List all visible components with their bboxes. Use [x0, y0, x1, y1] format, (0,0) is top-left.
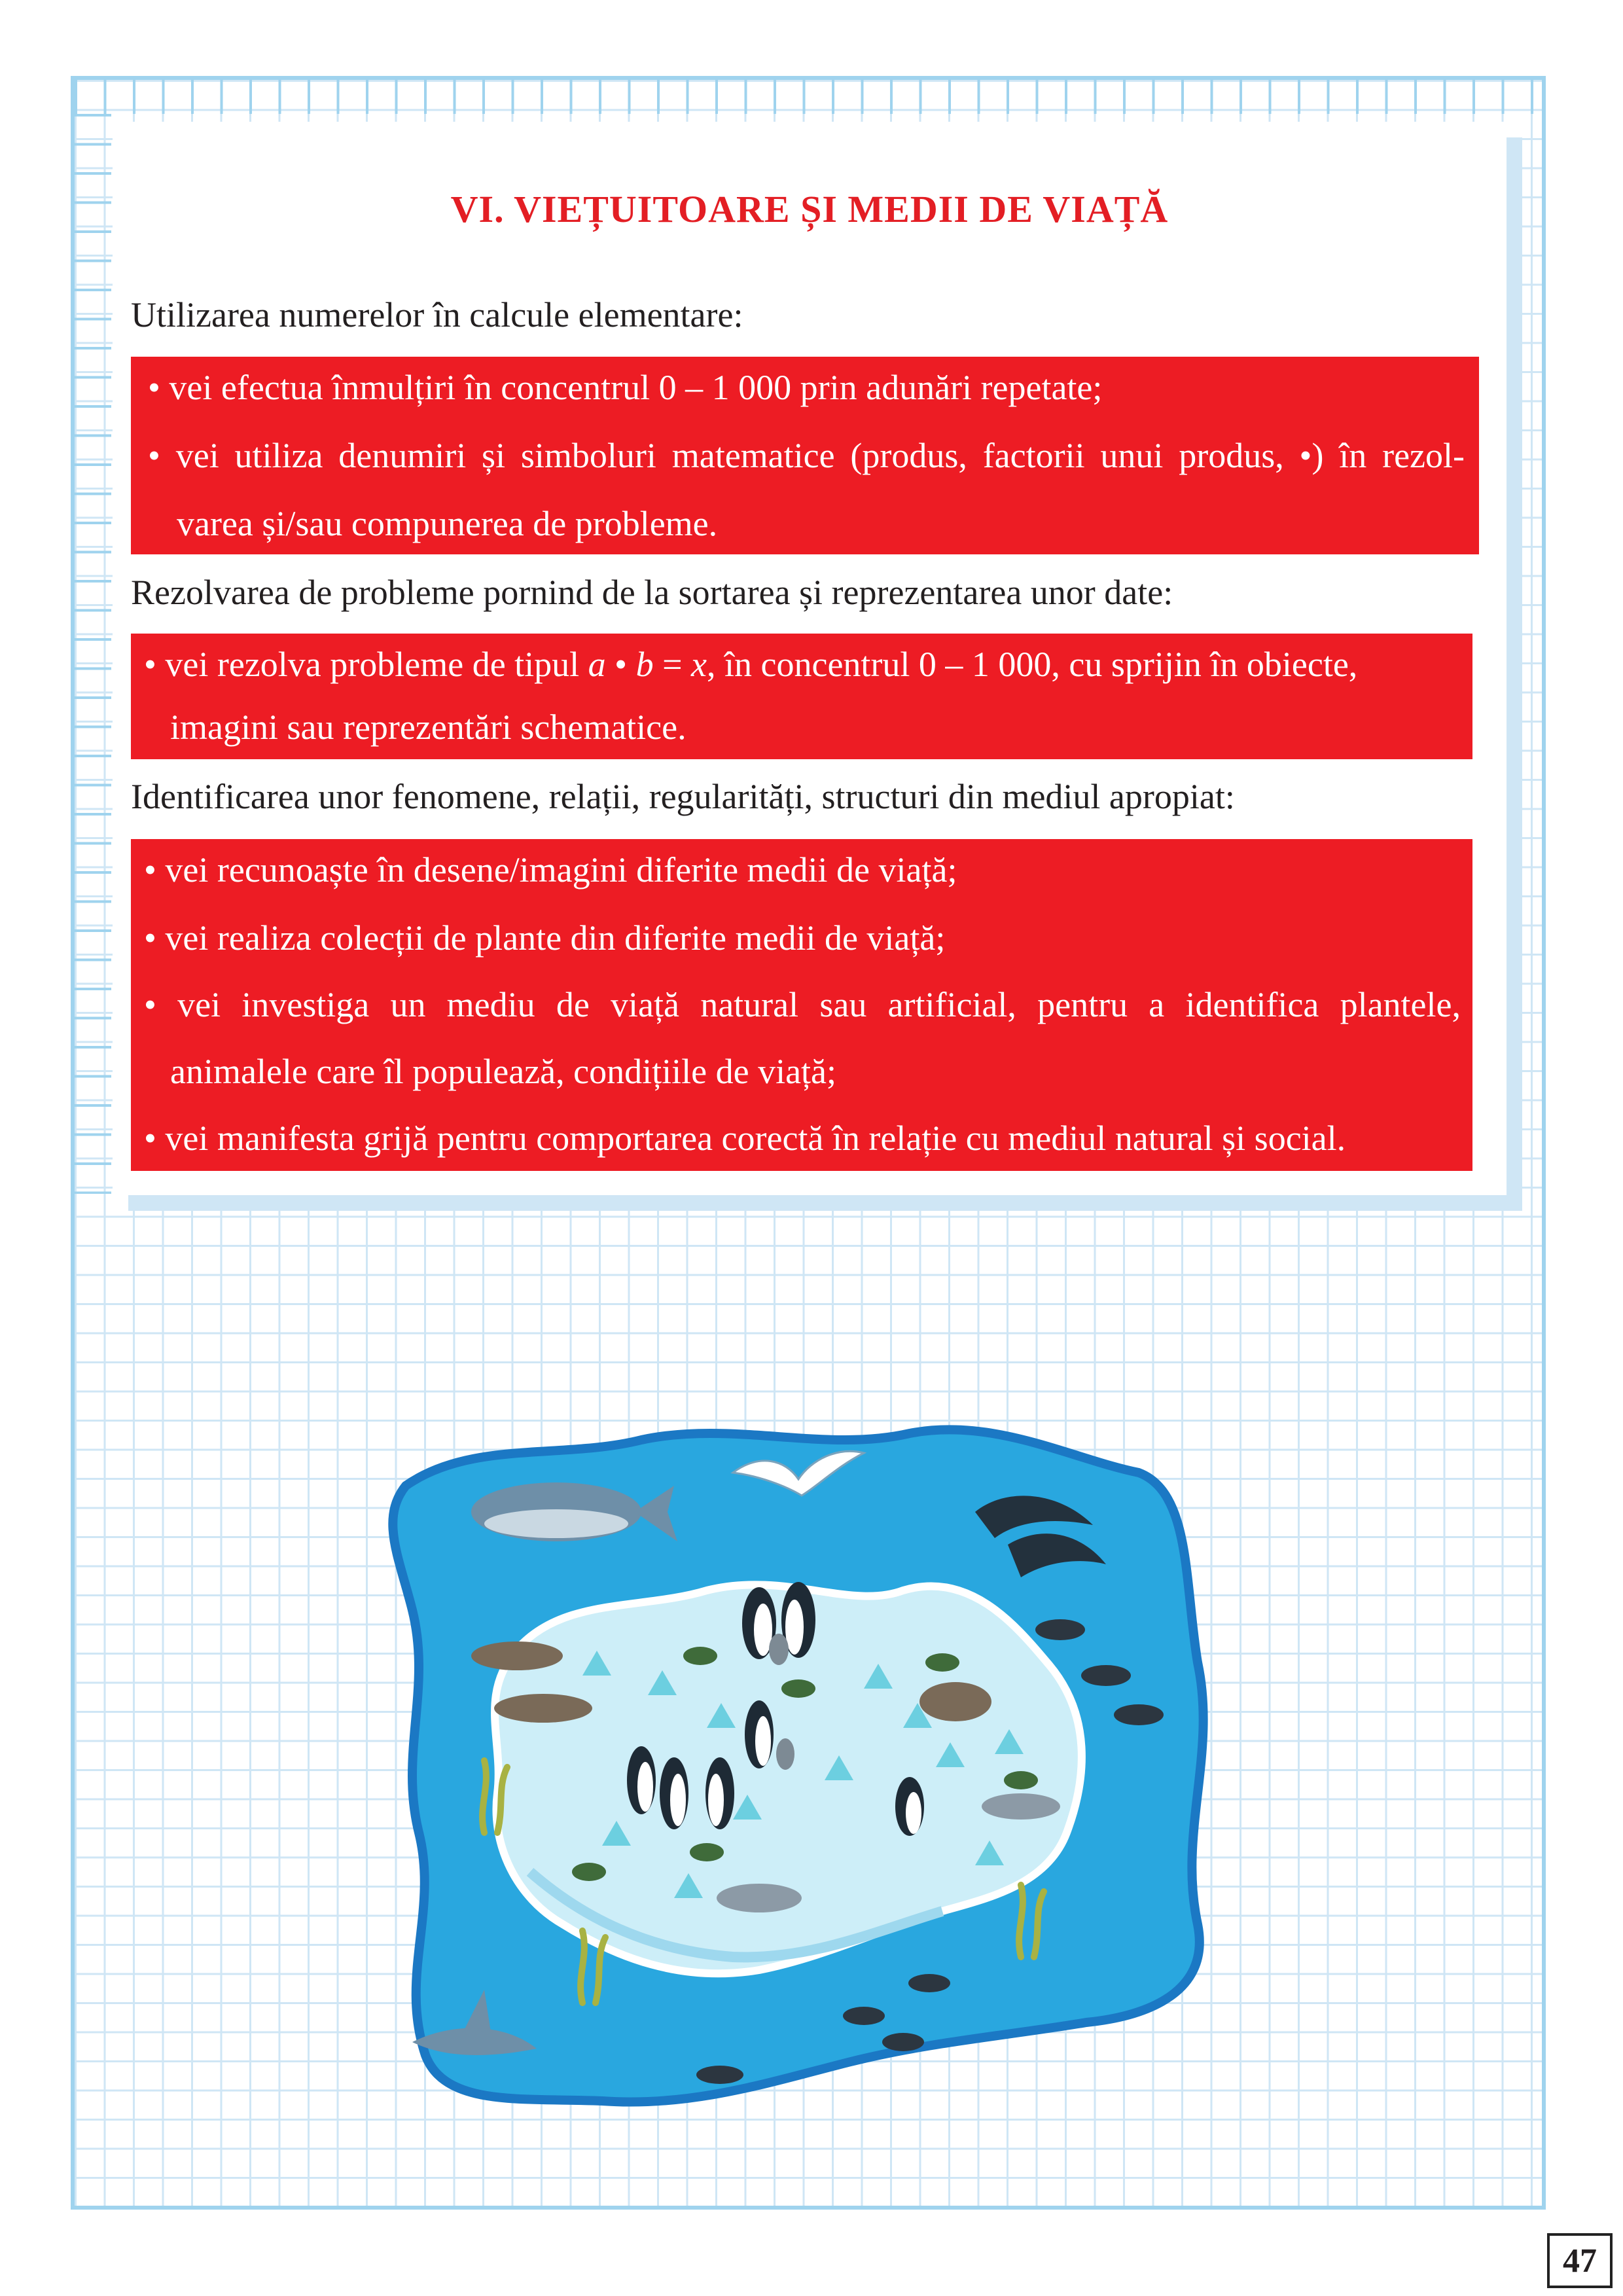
formula-equals: = [653, 645, 692, 684]
formula-dot: • [605, 645, 636, 684]
objective-text: , în concentrul 0 – 1 000, cu sprijin în obiecte, [707, 645, 1358, 684]
objectives-box-probleme [131, 634, 1472, 759]
objective-line: imagini sau reprezentări schematice. [170, 708, 687, 747]
formula-var-b: b [635, 645, 654, 684]
section-heading-calcule: Utilizarea numerelor în calcule elementare: [131, 295, 743, 334]
grid-ruler-left [75, 114, 111, 1194]
objective-line-formula [144, 644, 1357, 685]
polar-ecosystem-illustration [366, 1414, 1230, 2121]
page-number: 47 [1547, 2233, 1613, 2288]
chapter-title: VI. VIEȚUITOARE ȘI MEDII DE VIAȚĂ [450, 188, 1169, 230]
objectives-box-calcule [131, 357, 1479, 554]
objective-line: • vei investiga un mediu de viață natural sau artificial, pentru a identifica plantele, [144, 985, 1461, 1024]
objective-line: • vei manifesta grijă pentru comportarea corectă în relație cu mediul natural și social. [144, 1119, 1346, 1158]
objective-line: • vei efectua înmulțiri în concentrul 0 – 1 000 prin adunări repetate; [148, 368, 1103, 407]
objective-line: varea și/sau compunerea de probleme. [177, 504, 718, 543]
formula-var-a: a [588, 645, 606, 684]
objective-text: • vei rezolva probleme de tipul [144, 645, 588, 684]
objective-line: • vei recunoaște în desene/imagini diferite medii de viață; [144, 850, 957, 889]
objectives-box-fenomene [131, 839, 1472, 1171]
objective-line: animalele care îl populează, condițiile de viață; [170, 1052, 837, 1091]
section-heading-probleme: Rezolvarea de probleme pornind de la sortarea și reprezentarea unor date: [131, 573, 1173, 612]
objective-line: • vei utiliza denumiri și simboluri matematice (produs, factorii unui produs, •) în rezol- [148, 436, 1465, 475]
grid-ruler-top [75, 80, 1542, 114]
section-heading-fenomene: Identificarea unor fenomene, relații, regularități, structuri din mediul apropiat: [131, 777, 1235, 816]
formula-var-x: x [691, 645, 707, 684]
objective-line: • vei realiza colecții de plante din diferite medii de viață; [144, 918, 946, 958]
